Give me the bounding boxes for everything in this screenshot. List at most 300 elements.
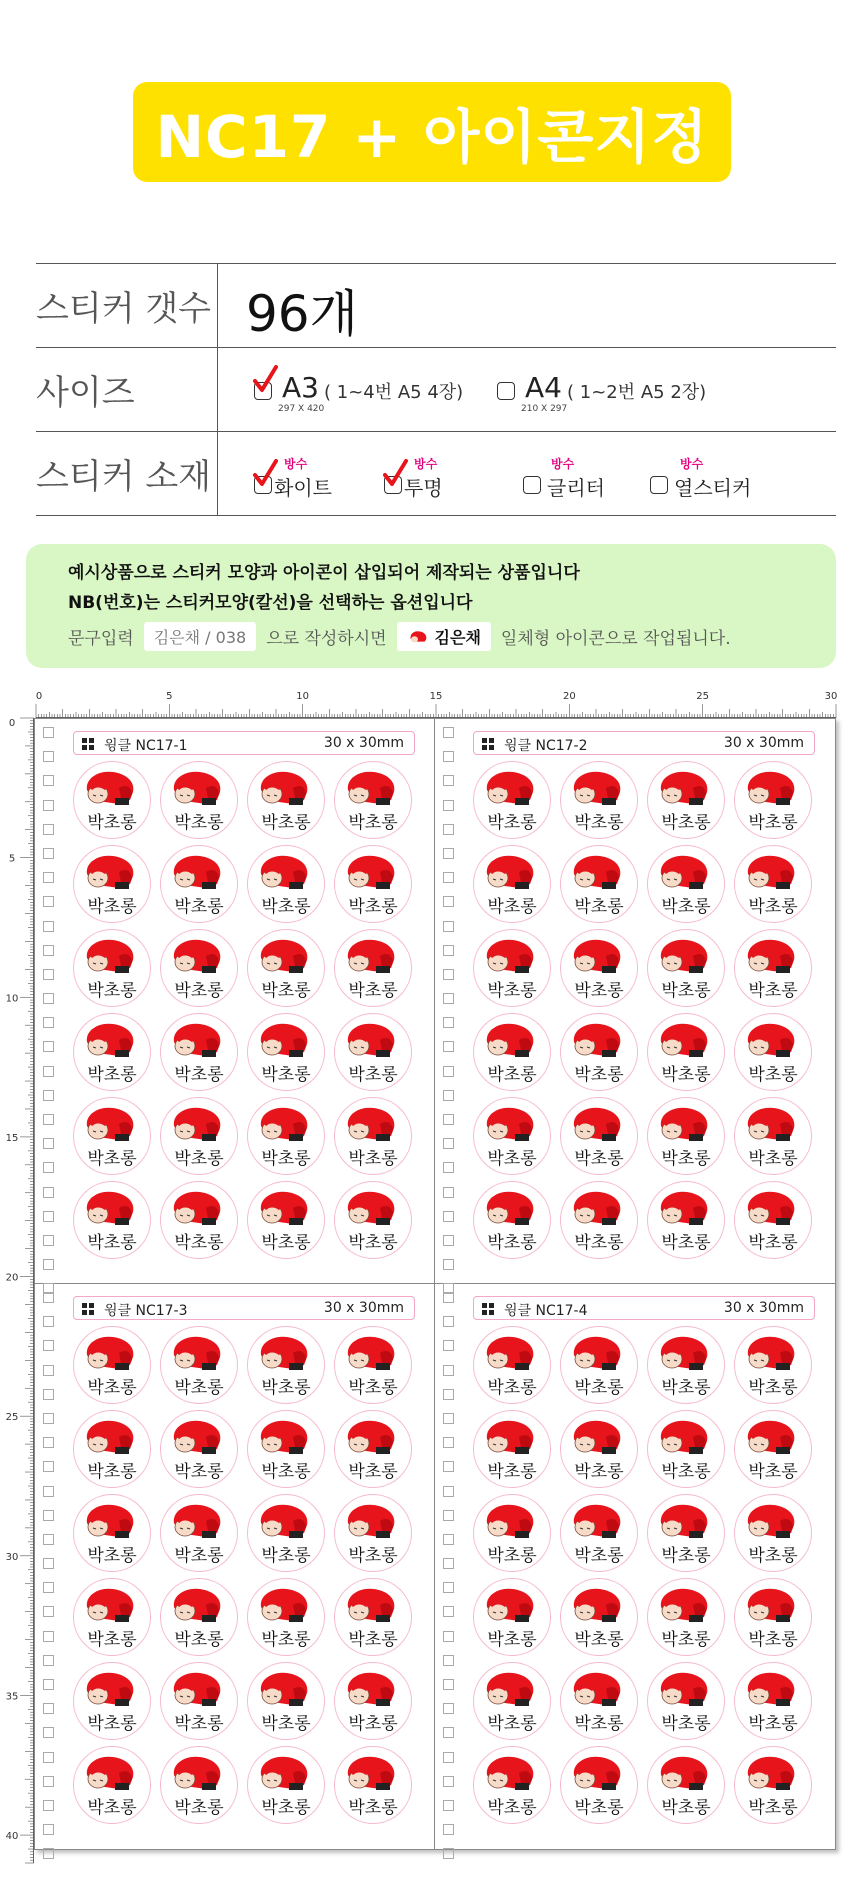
sticker-name: 박초롱 (748, 1630, 798, 1650)
size-label: 사이즈 (36, 348, 218, 431)
count-label: 스티커 갯수 (36, 264, 218, 347)
sticker (73, 1326, 151, 1404)
material-white-label: 화이트 (274, 476, 332, 500)
size-a4-dim: 210 X 297 (521, 404, 568, 414)
sticker (160, 1181, 238, 1259)
sticker (473, 1097, 551, 1175)
hair-character-icon (172, 1022, 222, 1058)
sticker (247, 1662, 325, 1740)
sticker (647, 1494, 725, 1572)
sticker (334, 1181, 412, 1259)
sticker-name: 박초롱 (574, 1378, 624, 1398)
binder-hole (443, 1138, 454, 1149)
panel-title: 윙클 NC17-1 (104, 738, 188, 754)
binder-hole (443, 1800, 454, 1811)
hair-character-icon (85, 1671, 135, 1707)
sticker (647, 1097, 725, 1175)
binder-hole (43, 1606, 54, 1617)
hair-character-icon (85, 1022, 135, 1058)
binder-hole (43, 800, 54, 811)
ruler-label: 30 (824, 691, 838, 702)
hair-character-icon (85, 1755, 135, 1791)
sticker-name: 박초롱 (261, 1233, 311, 1253)
sticker (160, 845, 238, 923)
hair-character-icon (485, 1335, 535, 1371)
binder-hole (43, 775, 54, 786)
hair-character-icon (572, 1190, 622, 1226)
sticker (734, 1326, 812, 1404)
grid-icon (82, 1303, 94, 1315)
hair-character-icon (346, 1755, 396, 1791)
binder-hole (443, 1582, 454, 1593)
sticker (73, 1662, 151, 1740)
sticker (334, 1013, 412, 1091)
grid-icon (82, 738, 94, 750)
binder-hole (43, 1437, 54, 1448)
sticker-name: 박초롱 (174, 813, 224, 833)
sticker-name: 박초롱 (748, 1462, 798, 1482)
binder-hole (443, 848, 454, 859)
sticker (73, 1578, 151, 1656)
panel-header (473, 731, 815, 755)
hair-character-icon (572, 1335, 622, 1371)
sticker-name: 박초롱 (487, 1462, 537, 1482)
hair-character-icon (572, 938, 622, 974)
sticker-name: 박초롱 (87, 1546, 137, 1566)
sheet-panel (435, 1284, 835, 1849)
sticker-name: 박초롱 (261, 1378, 311, 1398)
binder-hole (43, 1138, 54, 1149)
count-value: 96개 (246, 285, 358, 343)
sticker-name: 박초롱 (348, 1546, 398, 1566)
hair-character-icon (85, 1335, 135, 1371)
binder-hole (443, 1162, 454, 1173)
sticker (160, 1013, 238, 1091)
hair-character-icon (659, 1419, 709, 1455)
sticker (560, 1578, 638, 1656)
ruler-label: 25 (5, 1412, 19, 1424)
sticker-name: 박초롱 (574, 1546, 624, 1566)
binder-hole (43, 993, 54, 1004)
sticker (73, 761, 151, 839)
sticker-name: 박초롱 (487, 1714, 537, 1734)
grid-icon (482, 1303, 494, 1315)
sticker-name: 박초롱 (87, 1378, 137, 1398)
sticker-name: 박초롱 (748, 1798, 798, 1818)
binder-hole (443, 872, 454, 883)
sticker (473, 1494, 551, 1572)
sticker (647, 1662, 725, 1740)
panel-size: 30 x 30mm (323, 1300, 404, 1316)
sticker (247, 1746, 325, 1824)
hair-character-icon (259, 1190, 309, 1226)
sticker-name: 박초롱 (87, 1798, 137, 1818)
sticker (247, 1578, 325, 1656)
hair-character-icon (659, 1022, 709, 1058)
hair-character-icon (172, 1587, 222, 1623)
hair-character-icon (85, 1190, 135, 1226)
hair-character-icon (346, 854, 396, 890)
ruler-label: 35 (5, 1691, 19, 1703)
hair-character-icon (746, 854, 796, 890)
hair-character-icon (659, 854, 709, 890)
panel-header (73, 731, 415, 755)
sticker (334, 1410, 412, 1488)
sticker-name: 박초롱 (661, 1378, 711, 1398)
sticker-name: 박초롱 (174, 1378, 224, 1398)
binder-hole (443, 1066, 454, 1077)
sticker-name: 박초롱 (174, 897, 224, 917)
hair-character-icon (485, 1022, 535, 1058)
sticker-sheet (34, 718, 836, 1850)
sticker (73, 1097, 151, 1175)
binder-hole (43, 1655, 54, 1666)
sticker-name: 박초롱 (348, 897, 398, 917)
hair-character-icon (485, 1671, 535, 1707)
sticker (734, 761, 812, 839)
sticker (734, 1662, 812, 1740)
sticker-name: 박초롱 (574, 1462, 624, 1482)
notice-box (26, 544, 836, 668)
sticker-name: 박초롱 (748, 1065, 798, 1085)
binder-hole (43, 1211, 54, 1222)
sticker-name: 박초롱 (661, 813, 711, 833)
sticker-name: 박초롱 (348, 1378, 398, 1398)
sticker-name: 박초롱 (748, 1233, 798, 1253)
binder-hole (443, 1703, 454, 1714)
sticker (334, 1326, 412, 1404)
hair-character-icon (346, 1106, 396, 1142)
sticker-name: 박초롱 (348, 813, 398, 833)
panel-header (73, 1296, 415, 1320)
sticker (334, 1494, 412, 1572)
sticker-name: 박초롱 (348, 1630, 398, 1650)
sticker (160, 1578, 238, 1656)
binder-hole (43, 1413, 54, 1424)
binder-hole (443, 921, 454, 932)
binder-hole (43, 1114, 54, 1125)
binder-hole (43, 896, 54, 907)
hair-character-icon (572, 770, 622, 806)
sticker (247, 929, 325, 1007)
ruler-label: 15 (5, 1132, 19, 1144)
hair-character-icon (346, 1419, 396, 1455)
sticker (473, 845, 551, 923)
hair-character-icon (485, 1106, 535, 1142)
hair-character-icon (746, 938, 796, 974)
binder-hole (443, 1017, 454, 1028)
sticker-name: 박초롱 (261, 1149, 311, 1169)
binder-hole (43, 1259, 54, 1270)
material-glitter-checkbox[interactable] (523, 476, 541, 494)
sticker (560, 1013, 638, 1091)
hair-character-icon (172, 1503, 222, 1539)
ruler-label: 10 (296, 691, 310, 702)
hair-character-icon (259, 1671, 309, 1707)
sticker (160, 1097, 238, 1175)
sticker-name: 박초롱 (574, 1630, 624, 1650)
sticker (734, 1410, 812, 1488)
sticker (560, 1097, 638, 1175)
sticker-name: 박초롱 (87, 1149, 137, 1169)
sticker (73, 1410, 151, 1488)
sticker-name: 박초롱 (87, 1714, 137, 1734)
sticker-name: 박초롱 (261, 813, 311, 833)
sticker-name: 박초롱 (748, 813, 798, 833)
size-a4-checkbox[interactable] (497, 382, 515, 400)
hair-character-icon (572, 1503, 622, 1539)
hair-character-icon (485, 1587, 535, 1623)
spec-row-size (36, 347, 836, 431)
hair-character-icon (85, 1503, 135, 1539)
hair-character-icon (572, 1106, 622, 1142)
sticker-name: 박초롱 (574, 1714, 624, 1734)
binder-hole (43, 1727, 54, 1738)
hair-character-icon (485, 1503, 535, 1539)
hair-character-icon (485, 1755, 535, 1791)
hair-character-icon (259, 770, 309, 806)
hair-character-icon (259, 1106, 309, 1142)
hair-character-icon (85, 1587, 135, 1623)
sticker (160, 1410, 238, 1488)
sticker-name: 박초롱 (487, 981, 537, 1001)
panel-title: 윙클 NC17-2 (504, 738, 588, 754)
sticker-name: 박초롱 (174, 1546, 224, 1566)
sticker (734, 845, 812, 923)
notice-mid: 으로 작성하시면 (266, 629, 387, 649)
sticker (473, 761, 551, 839)
binder-hole (43, 848, 54, 859)
sticker (247, 1097, 325, 1175)
sticker-name: 박초롱 (348, 1233, 398, 1253)
sticker-name: 박초롱 (487, 1798, 537, 1818)
binder-hole (43, 751, 54, 762)
sticker (560, 845, 638, 923)
binder-hole (443, 1752, 454, 1763)
binder-hole (443, 1848, 454, 1859)
sticker (334, 1578, 412, 1656)
sheet-panel (435, 719, 835, 1284)
binder-hole (43, 1631, 54, 1642)
binder-hole (443, 1631, 454, 1642)
sticker (73, 845, 151, 923)
ruler-label: 30 (5, 1551, 19, 1563)
hair-character-icon (259, 938, 309, 974)
sticker (73, 929, 151, 1007)
sticker (734, 1181, 812, 1259)
binder-hole (43, 1365, 54, 1376)
sticker-name: 박초롱 (348, 1798, 398, 1818)
sheet-panel (35, 719, 435, 1284)
sticker-name: 박초롱 (174, 1065, 224, 1085)
sticker (247, 1326, 325, 1404)
hair-character-icon (659, 1190, 709, 1226)
sticker-name: 박초롱 (574, 1149, 624, 1169)
spec-row-count (36, 263, 836, 347)
sticker (647, 845, 725, 923)
binder-hole (443, 824, 454, 835)
notice-suffix: 일체형 아이콘으로 작업됩니다. (500, 629, 731, 649)
binder-hole (443, 800, 454, 811)
hair-character-icon (659, 938, 709, 974)
binder-hole (443, 1041, 454, 1052)
sticker (160, 929, 238, 1007)
sticker (334, 761, 412, 839)
binder-hole (443, 751, 454, 762)
hair-character-icon (746, 1419, 796, 1455)
sticker (647, 761, 725, 839)
hair-character-icon (659, 1671, 709, 1707)
hair-character-icon (346, 1335, 396, 1371)
sticker (473, 1746, 551, 1824)
hair-character-icon (346, 1022, 396, 1058)
hair-character-icon (746, 1190, 796, 1226)
binder-hole (43, 1017, 54, 1028)
hair-character-icon (172, 1335, 222, 1371)
sticker (160, 1662, 238, 1740)
hair-character-icon (659, 1503, 709, 1539)
hair-character-icon (172, 1419, 222, 1455)
hair-character-icon (659, 770, 709, 806)
hair-character-icon (746, 1335, 796, 1371)
sticker-name: 박초롱 (661, 1462, 711, 1482)
sticker-name: 박초롱 (661, 1798, 711, 1818)
binder-hole (443, 1090, 454, 1101)
sticker-name: 박초롱 (174, 1149, 224, 1169)
material-glitter-tag: 방수 (551, 457, 575, 471)
binder-hole (443, 1187, 454, 1198)
hair-character-icon (259, 1755, 309, 1791)
binder-holes (443, 1292, 453, 1873)
sticker (247, 761, 325, 839)
binder-hole (443, 1211, 454, 1222)
sticker (734, 1097, 812, 1175)
binder-hole (443, 1365, 454, 1376)
binder-hole (443, 727, 454, 738)
binder-hole (43, 824, 54, 835)
sticker-name: 박초롱 (261, 897, 311, 917)
sticker (473, 1662, 551, 1740)
hair-character-icon (346, 1503, 396, 1539)
hair-character-icon (572, 1755, 622, 1791)
binder-hole (443, 1679, 454, 1690)
binder-hole (443, 1486, 454, 1497)
sticker (647, 929, 725, 1007)
sticker-name: 박초롱 (487, 1233, 537, 1253)
hair-character-icon (172, 1190, 222, 1226)
sticker (473, 1181, 551, 1259)
sticker-name: 박초롱 (574, 1233, 624, 1253)
binder-hole (443, 1259, 454, 1270)
binder-hole (43, 1486, 54, 1497)
sticker-name: 박초롱 (574, 981, 624, 1001)
binder-hole (43, 1316, 54, 1327)
sticker (734, 1494, 812, 1572)
size-a3-dim: 297 X 420 (278, 404, 325, 414)
sticker-name: 박초롱 (261, 1065, 311, 1085)
title-banner (133, 82, 731, 182)
sticker-name: 박초롱 (348, 1065, 398, 1085)
hair-character-icon (346, 1671, 396, 1707)
sticker (334, 929, 412, 1007)
material-clear-label: 투명 (404, 476, 443, 500)
sticker (160, 1326, 238, 1404)
hair-character-icon (746, 1106, 796, 1142)
binder-hole (43, 1679, 54, 1690)
sticker (473, 1410, 551, 1488)
size-a3-label: A3 (282, 371, 319, 404)
binder-hole (43, 1824, 54, 1835)
hair-character-icon (659, 1106, 709, 1142)
hair-character-icon (172, 1106, 222, 1142)
sticker-name: 박초롱 (574, 1798, 624, 1818)
material-heat-checkbox[interactable] (650, 476, 668, 494)
hair-character-icon (346, 938, 396, 974)
binder-holes (43, 727, 53, 1308)
sticker-name: 박초롱 (574, 1065, 624, 1085)
binder-hole (443, 1114, 454, 1125)
hair-character-icon (259, 1022, 309, 1058)
hair-character-icon (746, 1671, 796, 1707)
binder-hole (43, 1800, 54, 1811)
hair-character-icon (85, 1419, 135, 1455)
sticker-name: 박초롱 (174, 1462, 224, 1482)
ruler-label: 5 (8, 853, 16, 865)
sticker-name: 박초롱 (348, 1714, 398, 1734)
sticker (73, 1181, 151, 1259)
input-example: 김은채 / 038 (144, 622, 256, 651)
sticker (334, 1746, 412, 1824)
sticker-name: 박초롱 (661, 1065, 711, 1085)
binder-hole (443, 1316, 454, 1327)
sticker-name: 박초롱 (261, 1546, 311, 1566)
binder-hole (443, 1727, 454, 1738)
sticker (73, 1013, 151, 1091)
size-a3-note: ( 1~4번 A5 4장) (324, 382, 464, 403)
ruler-label: 0 (8, 718, 16, 729)
binder-holes (443, 727, 453, 1308)
sticker (734, 1746, 812, 1824)
sticker (247, 1181, 325, 1259)
sticker-name: 박초롱 (661, 1714, 711, 1734)
sticker-name: 박초롱 (174, 981, 224, 1001)
sticker-name: 박초롱 (174, 1798, 224, 1818)
sticker (560, 1746, 638, 1824)
binder-hole (43, 1090, 54, 1101)
sticker (647, 1578, 725, 1656)
ruler-label: 0 (35, 691, 43, 702)
panel-size: 30 x 30mm (723, 1300, 804, 1316)
sticker-name: 박초롱 (261, 1462, 311, 1482)
sticker (473, 1013, 551, 1091)
sticker (560, 761, 638, 839)
sticker-name: 박초롱 (348, 1149, 398, 1169)
sticker (560, 1662, 638, 1740)
sticker-name: 박초롱 (87, 1233, 137, 1253)
sticker-name: 박초롱 (661, 897, 711, 917)
ruler-label: 20 (562, 691, 576, 702)
hair-character-icon (172, 1671, 222, 1707)
sticker (734, 1578, 812, 1656)
sticker-name: 박초롱 (261, 1714, 311, 1734)
hair-character-icon (746, 1503, 796, 1539)
hair-character-icon (485, 1419, 535, 1455)
sticker-name: 박초롱 (661, 1546, 711, 1566)
sticker-name: 박초롱 (574, 813, 624, 833)
binder-holes (43, 1292, 53, 1873)
hair-character-icon (259, 1503, 309, 1539)
material-heat-label: 열스티커 (674, 476, 752, 500)
